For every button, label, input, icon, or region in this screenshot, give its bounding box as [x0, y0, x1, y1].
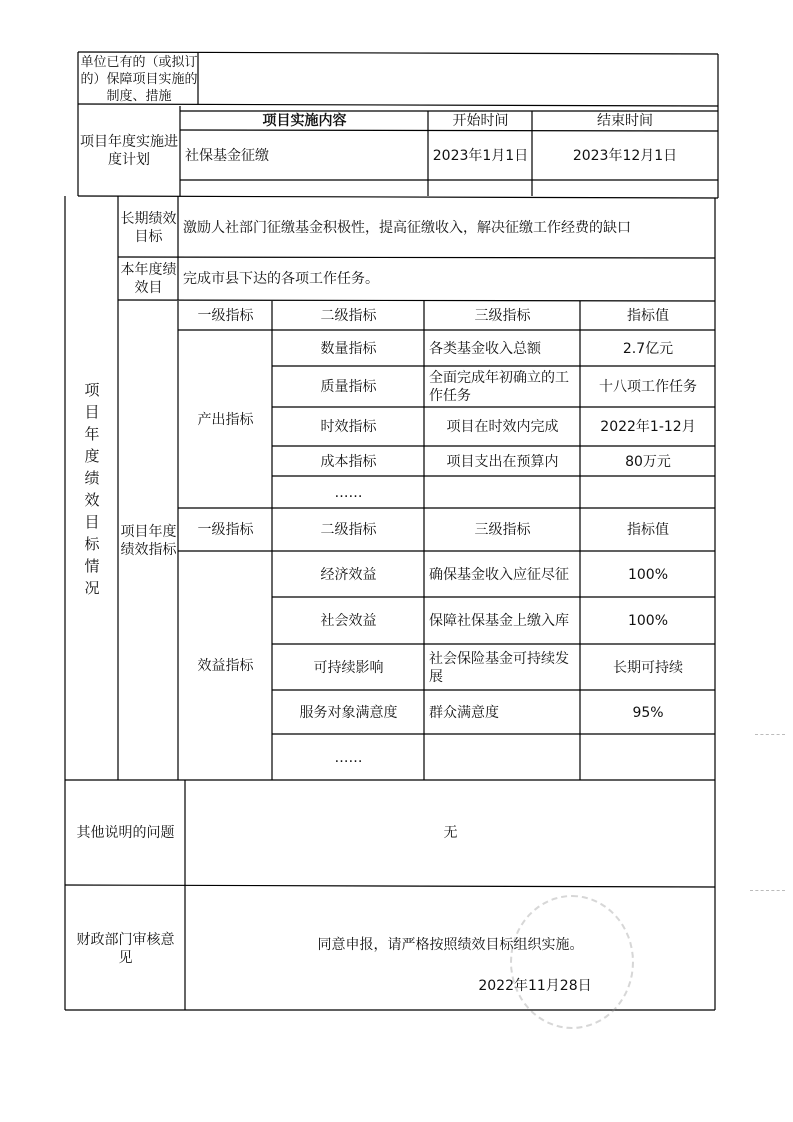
output-level3-3: 项目在时效内完成 — [446, 419, 559, 435]
header-end-time: 结束时间 — [597, 112, 653, 129]
annual-target-label: 本年度绩效目 — [120, 262, 177, 296]
long-term-text: 激励人社部门征缴基金积极性，提高征缴收入，解决征缴工作经费的缺口 — [183, 219, 631, 236]
header-level1: 一级指标 — [197, 307, 254, 324]
finance-opinion-label: 财政部门审核意见 — [76, 931, 175, 966]
benefit-level2-2: 社会效益 — [320, 613, 377, 629]
output-level3-2: 全面完成年初确立的工作任务 — [429, 370, 569, 404]
header-value: 指标值 — [627, 307, 669, 324]
scan-mark — [750, 890, 785, 892]
benefit-level3-1: 确保基金收入应征尽征 — [429, 566, 569, 583]
indicator-label: 项目年度绩效指标 — [120, 523, 177, 558]
output-level3-5 — [425, 477, 580, 508]
output-value-3: 2022年1-12月 — [600, 419, 696, 435]
other-issues-label: 其他说明的问题 — [76, 825, 175, 841]
output-indicator-label: 产出指标 — [197, 411, 254, 428]
header-level1-2: 一级指标 — [197, 522, 254, 538]
scan-mark — [755, 734, 785, 736]
performance-section-text: 项目年度绩效目标情况 — [84, 380, 100, 597]
output-value-4: 80万元 — [625, 453, 671, 470]
header-value-2: 指标值 — [627, 522, 669, 538]
benefit-level3-5 — [425, 735, 580, 780]
benefit-level2-3: 可持续影响 — [313, 659, 384, 676]
header-level2-2: 二级指标 — [320, 522, 377, 538]
long-term-label: 长期绩效目标 — [120, 210, 177, 245]
benefit-value-3: 长期可持续 — [613, 659, 683, 676]
official-seal-stamp — [510, 895, 634, 1029]
other-issues-text: 无 — [443, 825, 458, 841]
finance-opinion-date: 2022年11月28日 — [478, 978, 592, 994]
benefit-level3-3: 社会保险基金可持续发展 — [429, 650, 569, 685]
header-level3-2: 三级指标 — [474, 522, 531, 538]
schedule-label: 项目年度实施进度计划 — [80, 134, 178, 168]
header-content: 项目实施内容 — [262, 112, 347, 129]
benefit-level2-4: 服务对象满意度 — [299, 704, 398, 721]
output-level2-1: 数量指标 — [320, 340, 377, 357]
performance-section-label — [66, 197, 118, 780]
benefit-value-2: 100% — [627, 613, 669, 629]
header-level3: 三级指标 — [474, 307, 531, 324]
benefit-level2-1: 经济效益 — [320, 566, 377, 583]
output-value-2: 十八项工作任务 — [599, 379, 697, 395]
output-level2-5: …… — [334, 484, 363, 501]
benefit-level2-5: …… — [334, 749, 363, 766]
benefit-value-5 — [581, 735, 715, 780]
output-level2-4: 成本指标 — [320, 453, 377, 470]
annual-target-text: 完成市县下达的各项工作任务。 — [183, 271, 379, 287]
output-value-5 — [581, 477, 715, 508]
system-measures-label: 单位已有的（或拟订的）保障项目实施的制度、措施 — [80, 55, 198, 104]
output-level2-2: 质量指标 — [320, 379, 377, 395]
benefit-value-4: 95% — [632, 704, 664, 721]
header-start-time: 开始时间 — [452, 112, 509, 129]
header-level2: 二级指标 — [320, 307, 377, 324]
output-value-1: 2.7亿元 — [622, 340, 674, 357]
benefit-value-1: 100% — [627, 566, 669, 583]
finance-opinion-text: 同意申报，请严格按照绩效目标组织实施。 — [317, 937, 584, 953]
schedule-end: 2023年12月1日 — [572, 147, 678, 164]
benefit-level3-4: 群众满意度 — [429, 704, 499, 721]
schedule-content: 社保基金征缴 — [185, 147, 269, 164]
output-level2-3: 时效指标 — [320, 419, 377, 435]
system-measures-value — [199, 55, 717, 104]
schedule-start: 2023年1月1日 — [432, 147, 529, 164]
benefit-level3-2: 保障社保基金上缴入库 — [429, 613, 569, 629]
output-level3-4: 项目支出在预算内 — [446, 453, 559, 470]
output-level3-1: 各类基金收入总额 — [429, 340, 541, 357]
benefit-indicator-label: 效益指标 — [197, 658, 254, 674]
